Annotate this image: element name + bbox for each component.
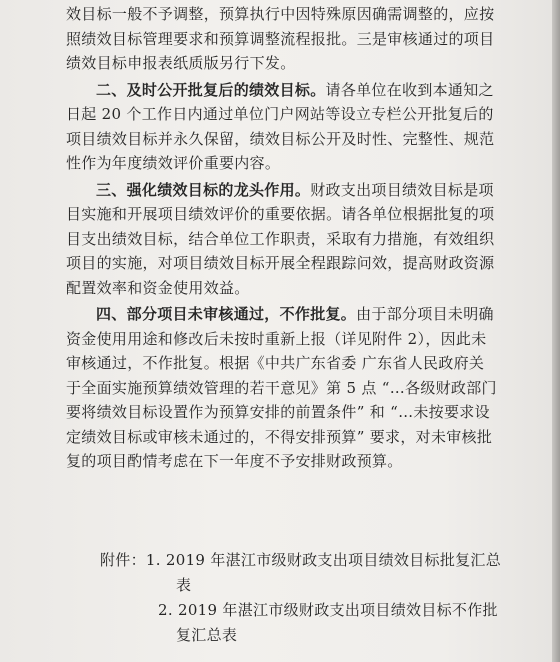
paragraph-line: 绩效目标申报表纸质版另行下发。 xyxy=(66,54,296,72)
paragraph-line: 要将绩效目标设置作为预算安排的前置条件” 和 “…未按要求设 xyxy=(66,403,490,421)
paragraph-line: 目支出绩效目标，结合单位工作职责，采取有力措施，有效组织 xyxy=(66,229,495,248)
paragraph-line: 项目的实施，对项目绩效目标开展全程跟踪问效，提高财政资源 xyxy=(66,254,495,272)
paragraph-line: 资金使用用途和修改后未按时重新上报（详见附件 2），因此未 xyxy=(66,329,487,348)
paragraph-line: 效目标一般不予调整，预算执行中因特殊原因确需调整的，应按 xyxy=(66,5,495,23)
paragraph-line: 目实施和开展项目绩效评价的重要依据。请各单位根据批复的项 xyxy=(66,205,495,223)
attachment-item-1-continued: 表 xyxy=(176,576,192,594)
section-3-paragraph xyxy=(66,178,506,301)
attachment-item-1: 1. 2019 年湛江市级财政支出项目绩效目标批复汇总 xyxy=(145,551,502,569)
section-4-paragraph xyxy=(66,302,506,474)
paragraph-line: 复的项目酌情考虑在下一年度不予安排财政预算。 xyxy=(66,452,403,470)
paragraph-line: 定绩效目标或审核未通过的，不得安排预算” 要求，对未审核批 xyxy=(66,427,493,446)
attachment-item-2-continued: 复汇总表 xyxy=(176,626,238,644)
paragraph-continued xyxy=(66,2,506,76)
section-3-heading: 三、强化绩效目标的龙头作用。 xyxy=(96,180,311,199)
section-3-text: 财政支出项目绩效目标是项 xyxy=(310,180,494,199)
paragraph-line: 性作为年度绩效评价重要内容。 xyxy=(66,154,281,172)
section-2-heading: 二、及时公开批复后的绩效目标。 xyxy=(96,80,326,99)
section-2-paragraph xyxy=(66,78,506,176)
paragraph-line: 照绩效目标管理要求和预算调整流程报批。三是审核通过的项目 xyxy=(66,29,495,48)
attachments-list xyxy=(100,548,520,648)
paragraph-line: 于全面实施预算绩效管理的若干意见》第 5 点 “…各级财政部门 xyxy=(66,378,497,397)
paragraph-line: 项目绩效目标并永久保留，绩效目标公开及时性、完整性、规范 xyxy=(66,129,495,148)
document-body xyxy=(66,2,506,474)
paragraph-line: 审核通过，不作批复。根据《中共广东省委 广东省人民政府关 xyxy=(66,354,485,372)
page-edge-shadow xyxy=(552,0,560,662)
paragraph-line: 配置效率和资金使用效益。 xyxy=(66,278,250,297)
section-2-text: 请各单位在收到本通知之 xyxy=(325,80,494,99)
section-4-text: 由于部分项目未明确 xyxy=(356,305,494,323)
attachment-item-2: 2. 2019 年湛江市级财政支出项目绩效目标不作批 xyxy=(158,601,498,619)
paragraph-line: 日起 20 个工作日内通过单位门户网站等设立专栏公开批复后的 xyxy=(66,105,494,123)
section-4-heading: 四、部分项目未审核通过，不作批复。 xyxy=(96,305,357,323)
attachments-label: 附件： xyxy=(100,551,146,569)
